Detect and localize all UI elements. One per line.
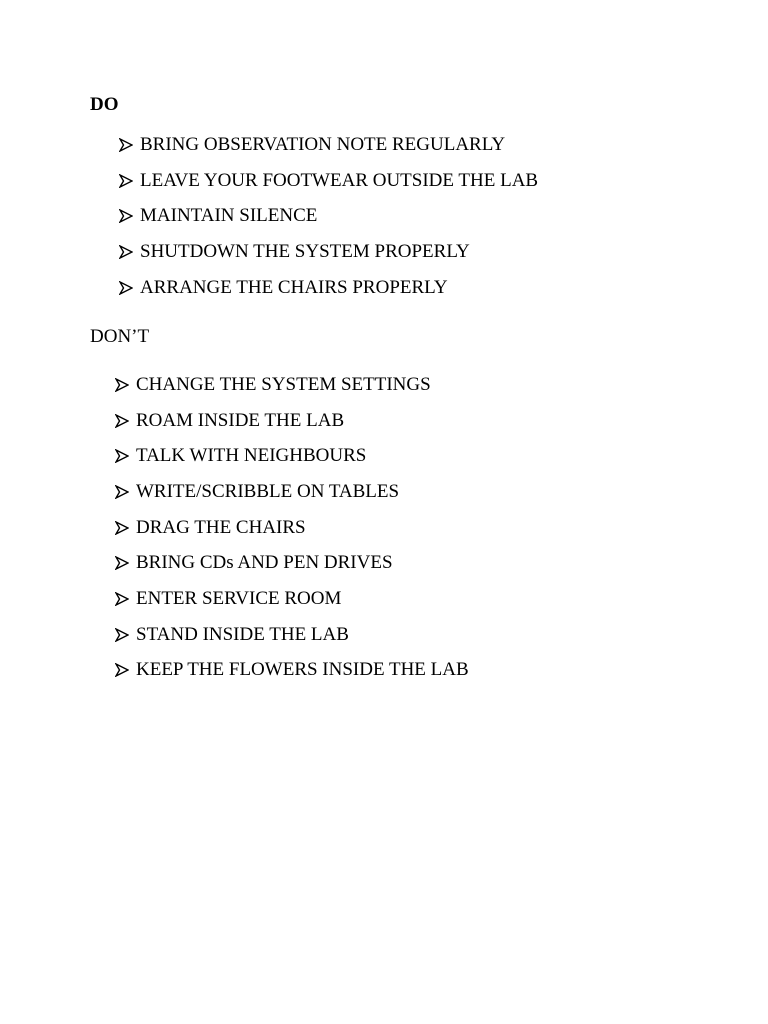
list-item <box>117 127 538 163</box>
list-item-label: SHUTDOWN THE SYSTEM PROPERLY <box>140 240 470 262</box>
list-item-label: LEAVE YOUR FOOTWEAR OUTSIDE THE LAB <box>140 169 539 191</box>
dont-list <box>113 367 469 688</box>
arrowhead-bullet-icon <box>117 279 135 297</box>
list-item-label: KEEP THE FLOWERS INSIDE THE LAB <box>136 659 469 681</box>
list-item-label: CHANGE THE SYSTEM SETTINGS <box>136 373 431 395</box>
list-item <box>117 270 538 306</box>
arrowhead-bullet-icon <box>113 554 131 572</box>
arrowhead-bullet-icon <box>113 376 131 394</box>
list-item <box>113 617 469 653</box>
arrowhead-bullet-icon <box>117 172 135 190</box>
list-item <box>117 234 538 270</box>
list-item <box>113 438 469 474</box>
arrowhead-bullet-icon <box>113 447 131 465</box>
list-item <box>113 510 469 546</box>
do-heading: DO <box>90 94 119 115</box>
list-item <box>117 198 538 234</box>
list-item <box>113 403 469 439</box>
list-item <box>113 545 469 581</box>
do-list <box>117 127 538 305</box>
list-item-label: ARRANGE THE CHAIRS PROPERLY <box>140 276 448 298</box>
list-item <box>117 163 538 199</box>
list-item <box>113 581 469 617</box>
list-item-label: BRING CDs AND PEN DRIVES <box>136 552 393 574</box>
list-item <box>113 474 469 510</box>
list-item-label: TALK WITH NEIGHBOURS <box>136 445 367 467</box>
arrowhead-bullet-icon <box>117 207 135 225</box>
arrowhead-bullet-icon <box>113 626 131 644</box>
list-item-label: ENTER SERVICE ROOM <box>136 587 342 609</box>
list-item-label: DRAG THE CHAIRS <box>136 516 306 538</box>
dont-heading: DON’T <box>90 326 150 347</box>
arrowhead-bullet-icon <box>113 483 131 501</box>
arrowhead-bullet-icon <box>113 661 131 679</box>
arrowhead-bullet-icon <box>113 412 131 430</box>
arrowhead-bullet-icon <box>113 590 131 608</box>
list-item-label: ROAM INSIDE THE LAB <box>136 409 345 431</box>
list-item <box>113 653 469 689</box>
arrowhead-bullet-icon <box>117 243 135 261</box>
arrowhead-bullet-icon <box>117 136 135 154</box>
arrowhead-bullet-icon <box>113 519 131 537</box>
list-item-label: MAINTAIN SILENCE <box>140 205 318 227</box>
list-item <box>113 367 469 403</box>
list-item-label: STAND INSIDE THE LAB <box>136 623 349 645</box>
list-item-label: WRITE/SCRIBBLE ON TABLES <box>136 480 400 502</box>
list-item-label: BRING OBSERVATION NOTE REGULARLY <box>140 133 506 155</box>
